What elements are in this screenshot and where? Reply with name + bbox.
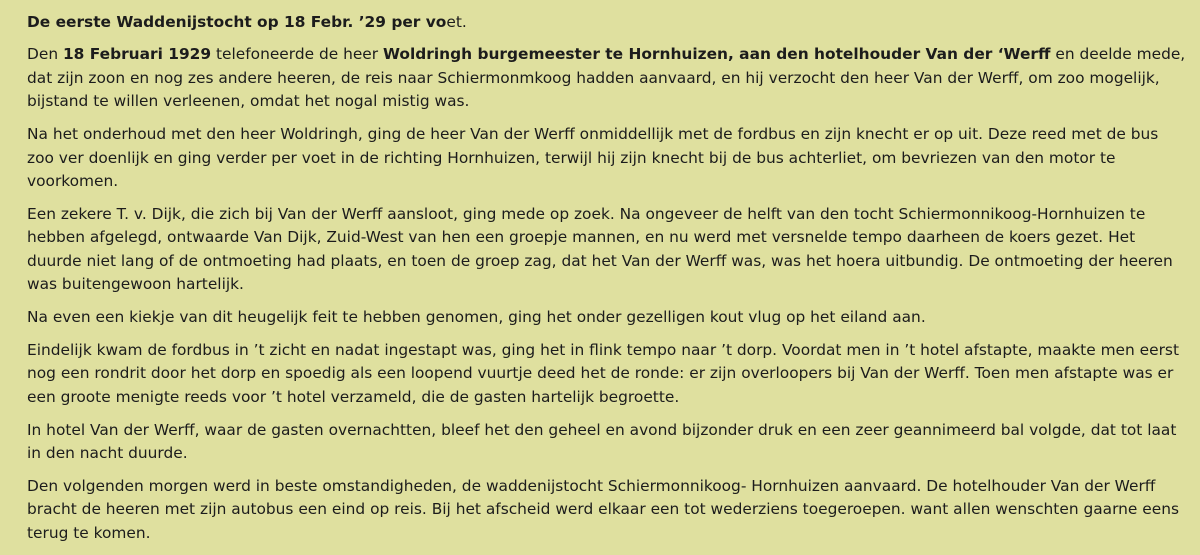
paragraph-5: Eindelijk kwam de fordbus in ’t zicht en nadat ingestapt was, ging het in flink tempo naar ’t dorp. Voordat men in ’t hotel afstapte, maakte men eerst nog een rondrit door het dorp en spoedig als een loopend vuurtje deed het de ronde: er zijn overloopers bij Van der Werff. Toen men afstapte was er een groote menigte reeds voor ’t hotel verzameld, die de gasten hartelijk begroette. xyxy=(27,340,1179,406)
paragraph-1-text-a: Den xyxy=(27,45,63,64)
paragraph-1-text-c: en deelde mede, dat zijn zoon en nog zes andere heeren, de reis naar Schiermonmkoog hadden aanvaard, en hij verzocht den heer Van der Werff, om zoo mogelijk, bijstand te willen verleenen, omdat het nogal mistig was. xyxy=(27,45,1186,111)
article-title xyxy=(27,11,1187,34)
paragraph-4: Na even een kiekje van dit heugelijk feit te hebben genomen, ging het onder gezelligen kout vlug op het eiland aan. xyxy=(27,307,926,326)
paragraph-1 xyxy=(27,43,1187,113)
paragraph-1-date: 18 Februari 1929 xyxy=(62,45,212,64)
article-title-normal: et. xyxy=(446,13,467,31)
paragraph-3: Een zekere T. v. Dijk, die zich bij Van der Werff aansloot, ging mede op zoek. Na ongeveer de helft van den tocht Schiermonnikoog-Hornhuizen te hebben afgelegd, ontwaarde Van Dijk, Zuid-West van hen een groepje mannen, en nu werd met versnelde tempo daarheen de koers gezet. Het duurde niet lang of de ontmoeting had plaats, en toen de groep zag, dat het Van der Werff was, was het hoera uitbundig. De ontmoeting der heeren was buitengewoon hartelijk. xyxy=(27,204,1173,294)
paragraph-1-names: Woldringh burgemeester te Hornhuizen, aan den hotelhouder Van der ‘Werff xyxy=(383,45,1051,64)
paragraph-7: Den volgenden morgen werd in beste omstandigheden, de waddenijstocht Schiermonnikoog- Hornhuizen aanvaard. De hotelhouder Van der Werff bracht de heeren met zijn autobus een eind op reis. Bij het afscheid werd elkaar een tot wederziens toegeroepen. want allen wenschten gaarne eens terug te komen. xyxy=(27,476,1179,542)
article-title-bold: De eerste Waddenijstocht op 18 Febr. ’29 per vo xyxy=(27,13,447,31)
paragraph-6: In hotel Van der Werff, waar de gasten overnachtten, bleef het den geheel en avond bijzonder druk en een zeer geannimeerd bal volgde, dat tot laat in den nacht duurde. xyxy=(27,420,1177,462)
article xyxy=(27,11,1187,555)
paragraph-1-text-b: telefoneerde de heer xyxy=(211,45,383,64)
paragraph-2: Na het onderhoud met den heer Woldringh, ging de heer Van der Werff onmiddellijk met de fordbus en zijn knecht er op uit. Deze reed met de bus zoo ver doenlijk en ging verder per voet in de richting Hornhuizen, terwijl hij zijn knecht bij de bus achterliet, om bevriezen van den motor te voorkomen. xyxy=(27,125,1159,190)
